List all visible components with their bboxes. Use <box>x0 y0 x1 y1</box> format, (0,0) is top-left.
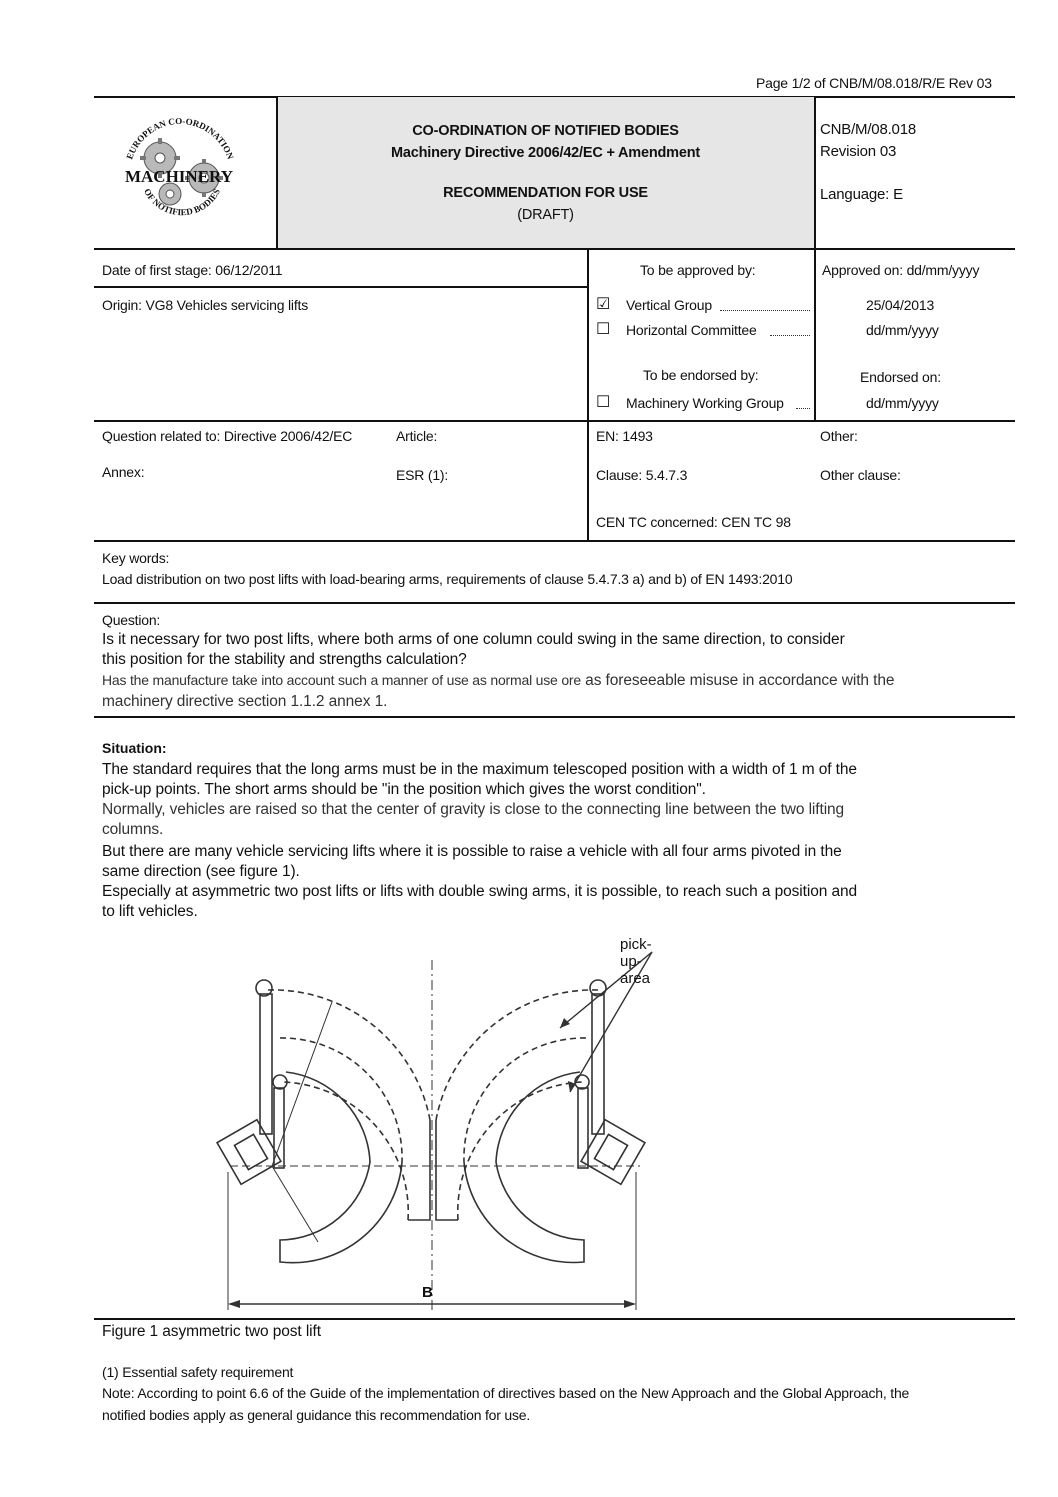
question-line-1: Is it necessary for two post lifts, where both arms of one column could swing in the same direction, to consider <box>102 631 845 648</box>
clause-label: Clause: 5.4.7.3 <box>596 467 688 483</box>
document-id: CNB/M/08.018 <box>820 121 916 138</box>
first-stage-date: Date of first stage: 06/12/2011 <box>102 262 283 278</box>
en-label: EN: 1493 <box>596 428 653 444</box>
mwg-date: dd/mm/yyyy <box>866 395 939 411</box>
logo-bottom-text: OF NOTIFIED BODIES <box>141 186 222 218</box>
question-label: Question: <box>102 612 161 628</box>
header-title-panel <box>277 97 814 248</box>
page-reference: Page 1/2 of CNB/M/08.018/R/E Rev 03 <box>756 75 992 91</box>
mwg-label: Machinery Working Group <box>626 395 784 411</box>
approval-bottom-rule <box>94 420 1015 422</box>
header-title-2: Machinery Directive 2006/42/EC + Amendment <box>391 145 700 161</box>
vertical-group-date: 25/04/2013 <box>866 297 935 313</box>
annex-label: Annex: <box>102 464 145 480</box>
dimension-b-label: B <box>422 1284 433 1301</box>
horizontal-committee-date: dd/mm/yyyy <box>866 322 939 338</box>
question-line-4: machinery directive section 1.1.2 annex 1. <box>102 693 388 710</box>
to-be-endorsed-label: To be endorsed by: <box>643 367 759 383</box>
horizontal-committee-checkbox[interactable]: ☐ <box>596 321 611 338</box>
approval-row-rule <box>94 286 588 288</box>
logo-top-text: EUROPEAN CO-ORDINATION <box>124 115 236 161</box>
to-be-approved-label: To be approved by: <box>640 262 756 278</box>
leader-dots <box>720 310 810 311</box>
situation-p4b: to lift vehicles. <box>102 903 198 920</box>
header-title-1: CO-ORDINATION OF NOTIFIED BODIES <box>412 123 679 139</box>
situation-label: Situation: <box>102 740 167 756</box>
keywords-bottom-rule <box>94 602 1015 604</box>
machinery-logo <box>112 108 247 233</box>
question-related-divider <box>587 421 589 541</box>
situation-p2a: Normally, vehicles are raised so that the center of gravity is close to the connecting line between the two lifting <box>102 801 845 818</box>
figure-asymmetric-lift <box>200 932 670 1317</box>
logo-center-text: MACHINERY <box>124 167 234 186</box>
vertical-group-label: Vertical Group <box>626 297 712 313</box>
pickup-area-label: pick-up-area <box>620 936 652 987</box>
keywords-label: Key words: <box>102 550 170 566</box>
situation-p2b: columns. <box>102 821 164 838</box>
situation-p3a: But there are many vehicle servicing lifts where it is possible to raise a vehicle with all four arms pivoted in the <box>102 843 842 860</box>
approved-on-label: Approved on: dd/mm/yyyy <box>822 262 980 278</box>
origin: Origin: VG8 Vehicles servicing lifts <box>102 297 308 313</box>
situation-p1a: The standard requires that the long arms must be in the maximum telescoped position with a width of 1 m of the <box>102 761 857 778</box>
revision: Revision 03 <box>820 143 897 160</box>
horizontal-committee-label: Horizontal Committee <box>626 322 757 338</box>
leader-dots <box>770 335 810 336</box>
figure-bottom-rule <box>94 1318 1015 1320</box>
footnote-note-1: Note: According to point 6.6 of the Guide of the implementation of directives based on the New Approach and the Global Approach, the <box>102 1385 910 1401</box>
question-bottom-rule <box>94 716 1015 718</box>
esr-label: ESR (1): <box>396 467 449 483</box>
other-clause-label: Other clause: <box>820 467 901 483</box>
approval-divider-left <box>587 248 589 421</box>
situation-p3b: same direction (see figure 1). <box>102 863 300 880</box>
header-bottom-rule <box>94 248 1015 250</box>
header-title-4: (DRAFT) <box>517 207 574 223</box>
keywords-text: Load distribution on two post lifts with load-bearing arms, requirements of clause 5.4.7.3 a) and b) of EN 1493:2010 <box>102 571 793 587</box>
approval-divider-right <box>814 248 816 421</box>
footnote-esr: (1) Essential safety requirement <box>102 1364 294 1380</box>
leader-dots <box>796 408 810 409</box>
situation-p1b: pick-up points. The short arms should be "in the position which gives the worst condition". <box>102 781 706 798</box>
language: Language: E <box>820 186 903 203</box>
directive-label: Question related to: Directive 2006/42/EC <box>102 428 353 444</box>
footnote-note-2: notified bodies apply as general guidance this recommendation for use. <box>102 1407 531 1423</box>
cen-label: CEN TC concerned: CEN TC 98 <box>596 514 791 530</box>
vertical-group-checkbox[interactable]: ☑ <box>596 296 611 313</box>
question-line-3: Has the manufacture take into account such a manner of use as normal use ore as foreseeable misuse in accordance with the <box>102 672 895 689</box>
figure-caption: Figure 1 asymmetric two post lift <box>102 1323 321 1340</box>
header-divider-right <box>814 97 816 248</box>
question-line-2: this position for the stability and strengths calculation? <box>102 651 467 668</box>
mwg-checkbox[interactable]: ☐ <box>596 394 611 411</box>
other-label: Other: <box>820 428 858 444</box>
header-title-3: RECOMMENDATION FOR USE <box>443 185 648 201</box>
endorsed-on-label: Endorsed on: <box>860 369 941 385</box>
article-label: Article: <box>396 428 438 444</box>
header-divider-left <box>276 97 278 248</box>
question-related-bottom-rule <box>94 540 1015 542</box>
situation-p4a: Especially at asymmetric two post lifts or lifts with double swing arms, it is possible, to reach such a position and <box>102 883 858 900</box>
